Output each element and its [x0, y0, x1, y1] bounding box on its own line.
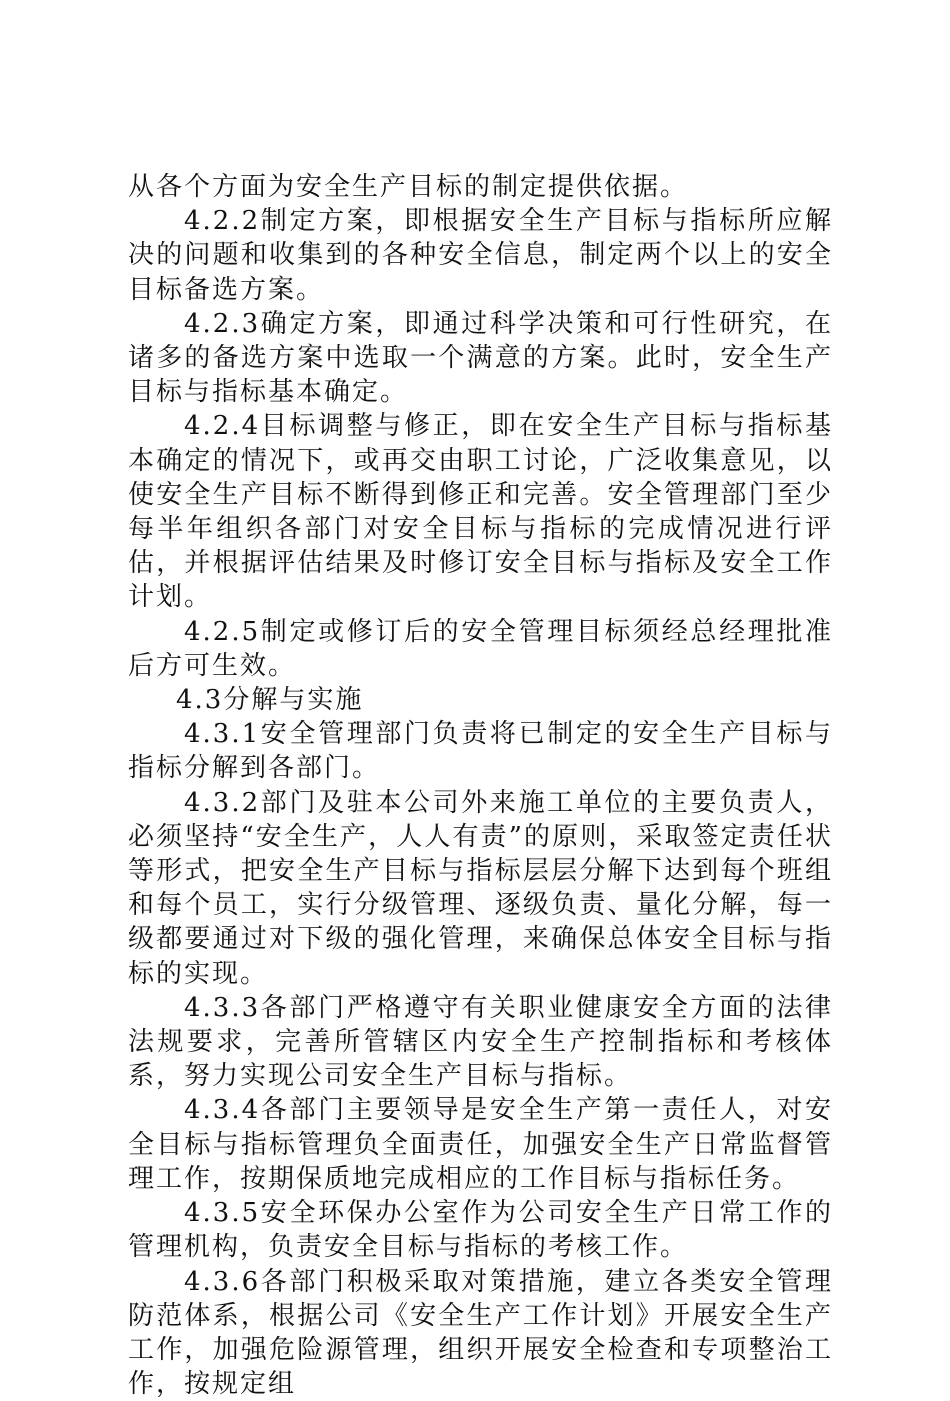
paragraph-4-3-6: 4.3.6各部门积极采取对策措施，建立各类安全管理防范体系，根据公司《安全生产工作计划》开展安全生产工作，加强危险源管理，组织开展安全检查和专项整治工作，按规定组: [128, 1265, 833, 1401]
paragraph-4-3-1: 4.3.1安全管理部门负责将已制定的安全生产目标与指标分解到各部门。: [128, 717, 833, 785]
paragraph-4-2-2: 4.2.2制定方案，即根据安全生产目标与指标所应解决的问题和收集到的各种安全信息，制定两个以上的安全目标备选方案。: [128, 204, 833, 307]
paragraph-4-2-3: 4.2.3确定方案，即通过科学决策和可行性研究，在诸多的备选方案中选取一个满意的方案。此时，安全生产目标与指标基本确定。: [128, 307, 833, 410]
paragraph-4-3-4: 4.3.4各部门主要领导是安全生产第一责任人，对安全目标与指标管理负全面责任，加强安全生产日常监督管理工作，按期保质地完成相应的工作目标与指标任务。: [128, 1093, 833, 1196]
paragraph-4-2-5: 4.2.5制定或修订后的安全管理目标须经总经理批准后方可生效。: [128, 615, 833, 683]
paragraph-4-2-4: 4.2.4目标调整与修正，即在安全生产目标与指标基本确定的情况下，或再交由职工讨论，广泛收集意见，以使安全生产目标不断得到修正和完善。安全管理部门至少每半年组织各部门对安全目标与指标的完成情况进行评估，并根据评估结果及时修订安全目标与指标及安全工作计划。: [128, 409, 833, 614]
document-body: [128, 170, 833, 1401]
paragraph-4-3-5: 4.3.5安全环保办公室作为公司安全生产日常工作的管理机构，负责安全目标与指标的考核工作。: [128, 1196, 833, 1264]
section-heading-4-3: 4.3分解与实施: [128, 683, 833, 717]
paragraph-4-3-2: 4.3.2部门及驻本公司外来施工单位的主要负责人，必须坚持“安全生产，人人有责”的原则，采取签定责任状等形式，把安全生产目标与指标层层分解下达到每个班组和每个员工，实行分级管理、逐级负责、量化分解，每一级都要通过对下级的强化管理，来确保总体安全目标与指标的实现。: [128, 786, 833, 991]
paragraph-4-3-3: 4.3.3各部门严格遵守有关职业健康安全方面的法律法规要求，完善所管辖区内安全生产控制指标和考核体系，努力实现公司安全生产目标与指标。: [128, 991, 833, 1094]
paragraph-continuation: 从各个方面为安全生产目标的制定提供依据。: [128, 170, 833, 204]
